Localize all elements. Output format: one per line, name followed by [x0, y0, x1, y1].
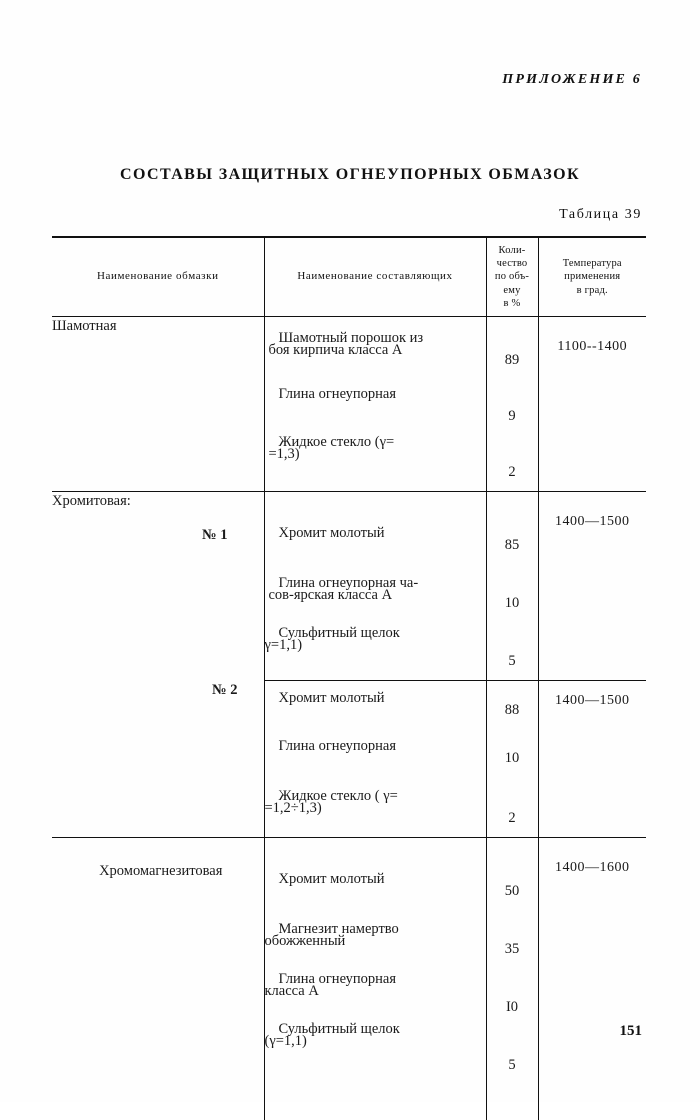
section-name-cell [52, 492, 264, 681]
quantity-value: 89 [487, 331, 538, 389]
component-text-line1: Сульфитный щелок [265, 1022, 486, 1037]
quantity-value: 85 [487, 526, 538, 564]
section-temperature-cell [538, 681, 646, 838]
compositions-table [52, 236, 646, 1120]
quantity-value: 50 [487, 872, 538, 910]
component-text-line1: Сульфитный щелок [265, 626, 486, 641]
section-name-cell [52, 681, 264, 838]
section-components-cell [264, 681, 486, 838]
header-cell-temperature [538, 237, 646, 317]
component-text-line1: Глина огнеупорная [265, 387, 486, 402]
header-components-line1: Наименование составляющих [265, 270, 486, 284]
component-text-line1: Глина огнеупорная [265, 739, 486, 754]
component-text-line2: (γ=1,1) [265, 1034, 486, 1049]
header-temp-line-2: применения [539, 270, 647, 283]
component-row [265, 387, 486, 425]
temperature-value: 1100--1400 [557, 339, 627, 354]
component-text-line1: Шамотный порошок из [265, 331, 486, 346]
component-text-line2: =1,3) [265, 447, 486, 462]
quantity-value: 9 [487, 397, 538, 435]
page-title: СОСТАВЫ ЗАЩИТНЫХ ОГНЕУПОРНЫХ ОБМАЗОК [0, 166, 700, 184]
header-qty-line-4: ему [487, 284, 538, 297]
component-text-line2: обожженный [265, 934, 486, 949]
table-header-row [52, 237, 646, 317]
component-row [265, 576, 486, 614]
section-quantity-cell [486, 681, 538, 838]
header-cell-components [264, 237, 486, 317]
temperature-value: 1400—1500 [555, 514, 630, 529]
table-row [52, 317, 646, 492]
quantity-value: 2 [487, 453, 538, 491]
component-text-line1: Жидкое стекло (γ= [265, 435, 486, 450]
section-name-cell [52, 317, 264, 492]
quantity-value: 88 [487, 691, 538, 729]
component-text-line1: Магнезит намертво [265, 922, 486, 937]
table-row [52, 681, 646, 838]
appendix-label: ПРИЛОЖЕНИЕ 6 [502, 72, 642, 88]
section-quantity-cell [486, 492, 538, 681]
component-text-line1: Хромит молотый [265, 872, 486, 887]
section-quantity-cell [486, 838, 538, 1120]
header-qty-line-3: по объ- [487, 270, 538, 283]
section-temperature-cell [538, 838, 646, 1120]
component-row [265, 626, 486, 664]
component-row [265, 922, 486, 960]
section-sublabel: № 1 [52, 526, 264, 546]
table-row [52, 838, 646, 1120]
component-text-line1: Хромит молотый [265, 691, 486, 706]
component-text-line2: боя кирпича класса А [265, 343, 486, 358]
quantity-value: I0 [487, 988, 538, 1026]
section-temperature-cell [538, 492, 646, 681]
section-name-text: Хромомагнезитовая [58, 862, 264, 882]
component-row [265, 1022, 486, 1060]
section-name-text: Шамотная [52, 318, 117, 334]
header-cell-quantity [486, 237, 538, 317]
quantity-value: 10 [487, 739, 538, 777]
header-temp-line-3: в град. [539, 284, 647, 297]
section-temperature-cell [538, 317, 646, 492]
quantity-value: 5 [487, 1046, 538, 1084]
component-text-line1: Жидкое стекло ( γ= [265, 789, 486, 804]
table-row [52, 492, 646, 681]
component-text-line2: класса А [265, 984, 486, 999]
quantity-value: 2 [487, 799, 538, 837]
section-sublabel: № 2 [212, 682, 237, 698]
section-components-cell [264, 838, 486, 1120]
temperature-value: 1400—1500 [555, 693, 630, 708]
component-row [265, 789, 486, 827]
header-cell-name: Наименование обмазки [52, 237, 264, 317]
header-qty-line-5: в % [487, 297, 538, 310]
component-row [265, 526, 486, 564]
component-row [265, 435, 486, 473]
table-caption: Таблица 39 [559, 207, 642, 223]
section-components-cell [264, 317, 486, 492]
component-row [265, 331, 486, 369]
quantity-value: 35 [487, 930, 538, 968]
table-container [52, 236, 646, 1120]
component-text-line2: =1,2÷1,3) [265, 801, 486, 816]
section-quantity-cell [486, 317, 538, 492]
component-text-line1: Глина огнеупорная ча- [265, 576, 486, 591]
quantity-value: 10 [487, 584, 538, 622]
component-row [265, 691, 486, 729]
component-text-line2: сов-ярская класса А [265, 588, 486, 603]
component-text-line1: Глина огнеупорная [265, 972, 486, 987]
component-row [265, 872, 486, 910]
component-text-line1: Хромит молотый [265, 526, 486, 541]
component-row [265, 972, 486, 1010]
page-number: 151 [620, 1023, 643, 1040]
header-temp-line-1: Температура [539, 257, 647, 270]
temperature-value: 1400—1600 [555, 860, 630, 875]
header-qty-line-1: Коли- [487, 244, 538, 257]
section-name-cell [52, 838, 264, 1120]
component-text-line2: γ=1,1) [265, 638, 486, 653]
component-row [265, 739, 486, 777]
section-name-text: Хромитовая: [52, 492, 264, 512]
quantity-value: 5 [487, 642, 538, 680]
header-qty-line-2: чество [487, 257, 538, 270]
section-components-cell [264, 492, 486, 681]
